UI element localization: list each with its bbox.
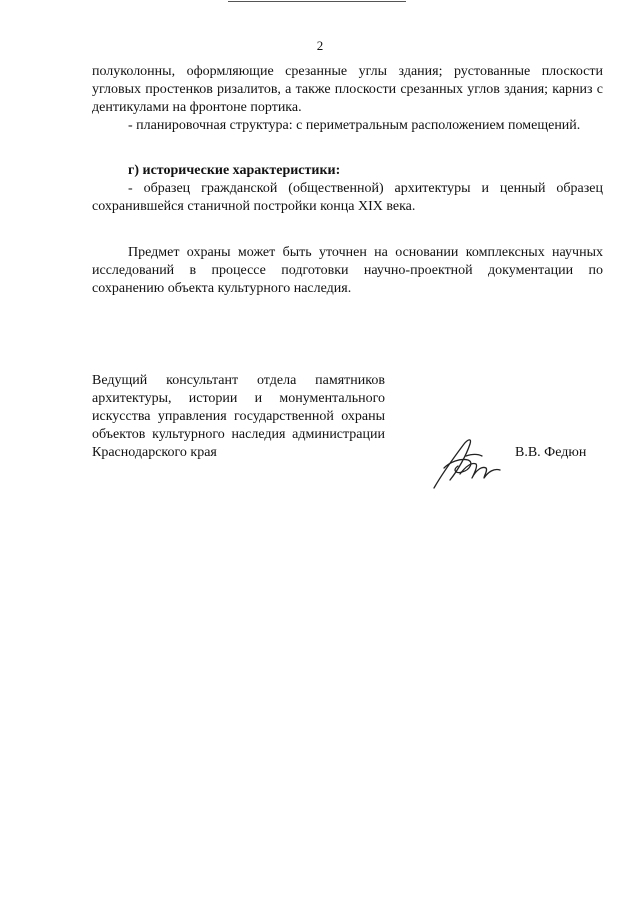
section-historical xyxy=(92,162,603,216)
section-heading: г) исторические характеристики: xyxy=(128,163,341,178)
paragraph-text: - образец гражданской (общественной) архитектуры и ценный образец сохранившейся станичной постройки конца XIX века. xyxy=(92,181,603,214)
signatory-name: В.В. Федюн xyxy=(515,445,587,460)
paragraph-text: полуколонны, оформляющие срезанные углы здания; рустованные плоскости угловых простенков ризалитов, а также плоскости срезанных углов здания; карниз с дентикулами на фронтоне портика. xyxy=(92,64,603,115)
paragraph-text: Предмет охраны может быть уточнен на основании комплексных научных исследований в процессе подготовки научно-проектной документации по сохранению объекта культурного наследия. xyxy=(92,245,603,296)
paragraph-text: - планировочная структура: с периметральным расположением помещений. xyxy=(128,118,581,133)
handwritten-signature-icon xyxy=(430,434,508,494)
paragraph-protection-subject xyxy=(92,244,603,298)
top-rule xyxy=(228,1,406,2)
signatory-position: Ведущий консультант отдела памятников архитектуры, истории и монументального искусства управления государственной охраны объектов культурного наследия администрации Краснодарского края xyxy=(92,373,385,460)
paragraph-architectural-continuation xyxy=(92,63,603,117)
paragraph-planning-structure xyxy=(92,117,603,135)
page-number: 2 xyxy=(316,38,324,53)
